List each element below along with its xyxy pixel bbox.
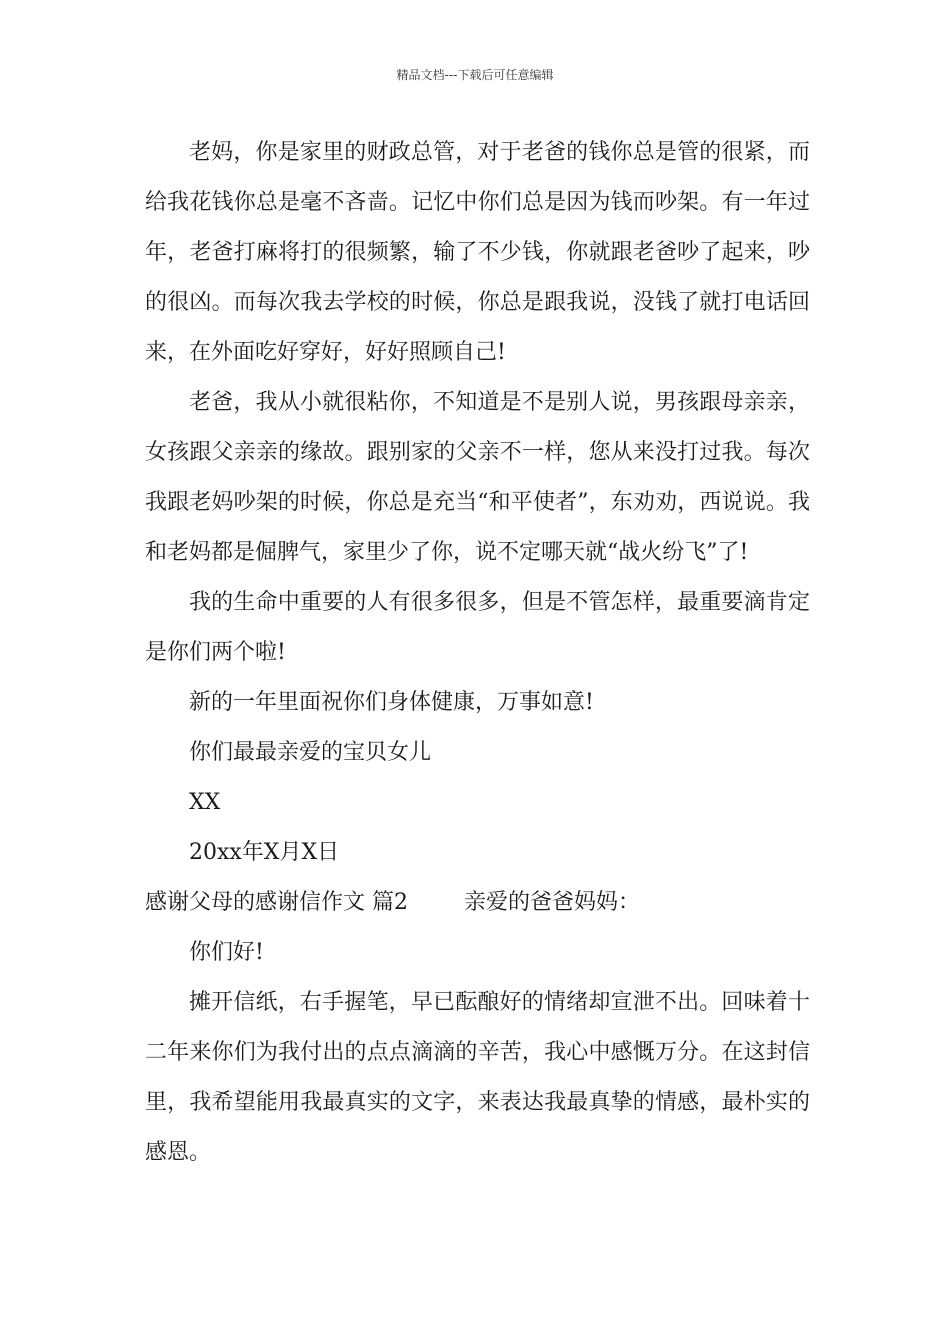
section-2-title: 感谢父母的感谢信作文 篇2 (145, 890, 408, 915)
page-header: 精品文档---下载后可任意编辑 (396, 68, 554, 82)
paragraph-dad: 老爸，我从小就很粘你，不知道是不是别人说，男孩跟母亲亲，女孩跟父亲亲的缘故。跟别家的父亲不一样，您从来没打过我。每次我跟老妈吵架的时候，你总是充当“和平使者”，东劝劝，西说说。我和老妈都是倔脾气，家里少了你，说不定哪天就“战火纷飞”了! (145, 390, 810, 565)
signature-line: 你们最最亲爱的宝贝女儿 (189, 740, 432, 765)
document-body (145, 128, 810, 1178)
section-2-heading (145, 878, 810, 928)
signature-date: 20xx年X月X日 (189, 840, 340, 865)
signature-name: XX (189, 790, 221, 815)
section-2-greeting: 你们好! (189, 940, 264, 965)
paragraph-important-people: 我的生命中重要的人有很多很多，但是不管怎样，最重要滴肯定是你们两个啦! (145, 590, 810, 665)
section-2-paragraph: 摊开信纸，右手握笔，早已酝酿好的情绪却宣泄不出。回味着十二年来你们为我付出的点点滴滴的辛苦，我心中感慨万分。在这封信里，我希望能用我最真实的文字，来表达我最真挚的情感，最朴实的感恩。 (145, 990, 810, 1165)
section-2-salutation: 亲爱的爸爸妈妈： (463, 890, 640, 915)
paragraph-mom: 老妈，你是家里的财政总管，对于老爸的钱你总是管的很紧，而给我花钱你总是毫不吝啬。记忆中你们总是因为钱而吵架。有一年过年，老爸打麻将打的很频繁，输了不少钱，你就跟老爸吵了起来，吵的很凶。而每次我去学校的时候，你总是跟我说，没钱了就打电话回来，在外面吃好穿好，好好照顾自己! (145, 140, 810, 365)
paragraph-new-year-wish: 新的一年里面祝你们身体健康，万事如意! (189, 690, 594, 715)
